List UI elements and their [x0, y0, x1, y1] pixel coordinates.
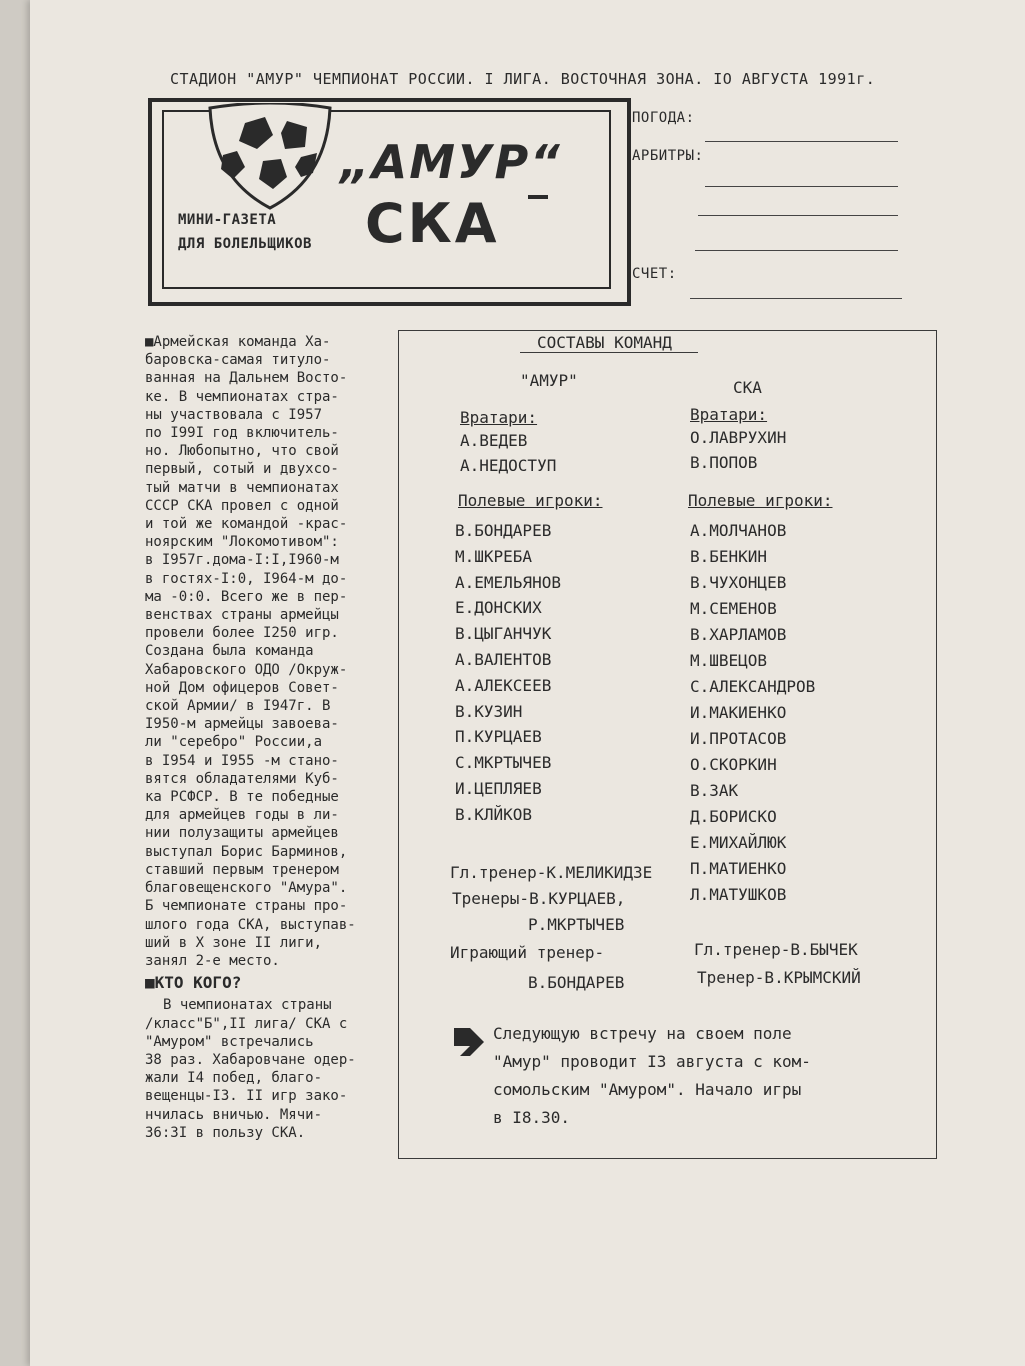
team-right-head-coach: Гл.тренер-В.БЫЧЕК	[694, 940, 858, 959]
referee-rule-2	[698, 215, 898, 216]
note-line: "Амур" проводит I3 августа с ком-	[493, 1052, 811, 1071]
player: М.ШВЕЦОВ	[690, 651, 768, 670]
team-left-coaches-1: Тренеры-В.КУРЦАЕВ,	[452, 889, 626, 908]
player: Е.МИХАЙЛЮК	[690, 833, 787, 852]
article-line: СССР СКА провел с одной	[145, 497, 339, 514]
team-left-gk-label: Вратари:	[460, 408, 538, 427]
team-right-gk-list	[690, 425, 786, 475]
team-left-playing-coach-label: Играющий тренер-	[450, 943, 605, 962]
article	[145, 333, 395, 1142]
article-line: нии полузащиты армейцев	[145, 825, 339, 842]
player: А.МОЛЧАНОВ	[690, 521, 787, 540]
player: В.ХАРЛАМОВ	[690, 625, 787, 644]
article-line-2: "Амуром" встречались	[145, 1033, 314, 1050]
article-line-2: 36:3I в пользу СКА.	[145, 1124, 306, 1141]
logo-team2: СКА	[365, 192, 500, 255]
logo-subtitle-2: ДЛЯ БОЛЕЛЬЩИКОВ	[178, 236, 312, 252]
player: С.МКРТЫЧЕВ	[455, 753, 552, 773]
team-left-field-label: Полевые игроки:	[458, 491, 603, 510]
player: В.КУЗИН	[455, 701, 523, 721]
player: А.АЛЕКСЕЕВ	[455, 675, 552, 695]
team-right-gk-label: Вратари:	[690, 405, 768, 424]
score-rule	[690, 298, 902, 299]
article-line-2: нчилась вничью. Мячи-	[145, 1106, 323, 1123]
football-icon	[205, 103, 335, 213]
note-line: Следующую встречу на своем поле	[493, 1024, 792, 1043]
player: В.ПОПОВ	[690, 453, 758, 472]
logo-subtitle-1: МИНИ-ГАЗЕТА	[178, 212, 277, 228]
player: В.БОНДАРЕВ	[455, 521, 552, 540]
article-line: шлого года СКА, выступав-	[145, 916, 356, 933]
logo-title: „АМУР“	[340, 135, 562, 189]
referee-rule-3	[695, 250, 898, 251]
article-line: для армейцев годы в ли-	[145, 807, 339, 824]
article-line-2: 38 раз. Хабаровчане одер-	[145, 1051, 356, 1068]
article-heading-2: ■КТО КОГО?	[145, 973, 242, 993]
player: А.НЕДОСТУП	[460, 456, 557, 475]
weather-label: ПОГОДА:	[632, 110, 695, 126]
article-line: Хабаровского ОДО /Окруж-	[145, 661, 348, 678]
article-line-2: вещенцы-I3. II игр зако-	[145, 1088, 348, 1105]
player: В.ЧУХОНЦЕВ	[690, 573, 787, 592]
article-line: ской Армии/ в I947г. В	[145, 698, 331, 715]
article-line: I950-м армейцы завоева-	[145, 716, 339, 733]
logo-dash	[528, 195, 548, 199]
article-line: в I954 и I955 -м стано-	[145, 752, 339, 769]
note-line: сомольским "Амуром". Начало игры	[493, 1080, 802, 1099]
article-line: тый матчи в чемпионатах	[145, 479, 339, 496]
article-line: Б чемпионате страны про-	[145, 898, 348, 915]
article-line: ма -0:0. Всего же в пер-	[145, 588, 348, 605]
article-line: ■Армейская команда Ха-	[145, 334, 331, 350]
lineups-title: СОСТАВЫ КОМАНД	[537, 333, 672, 352]
header-line: СТАДИОН "АМУР" ЧЕМПИОНАТ РОССИИ. I ЛИГА. ВОСТОЧНАЯ ЗОНА. IO АВГУСТА 1991г.	[170, 70, 876, 88]
article-line: но. Любопытно, что свой	[145, 443, 339, 460]
weather-rule	[705, 141, 898, 142]
player: В.КЛЙКОВ	[455, 804, 533, 824]
article-line: ли "серебро" России,а	[145, 734, 323, 751]
team-left-name: "АМУР"	[520, 371, 578, 390]
team-left-head-coach: Гл.тренер-К.МЕЛИКИДЗЕ	[450, 863, 653, 882]
player: Е.ДОНСКИХ	[455, 598, 542, 618]
article-line: ны участвовала с I957	[145, 406, 323, 423]
article-line: Создана была команда	[145, 643, 314, 660]
score-label: СЧЕТ:	[632, 266, 677, 282]
player: Л.МАТУШКОВ	[690, 885, 787, 904]
referees-label: АРБИТРЫ:	[632, 148, 704, 164]
arrow-right-icon	[450, 1020, 490, 1060]
article-line: в гостях-I:0, I964-м до-	[145, 570, 348, 587]
article-line: провели более I250 игр.	[145, 625, 339, 642]
article-line: и той же командой -крас-	[145, 516, 348, 533]
article-line: ставший первым тренером	[145, 861, 339, 878]
article-line-2: /класс"Б",II лига/ СКА с	[145, 1015, 348, 1032]
player: С.АЛЕКСАНДРОВ	[690, 677, 816, 696]
player: П.КУРЦАЕВ	[455, 727, 542, 747]
article-line: ной Дом офицеров Совет-	[145, 679, 339, 696]
article-line: ка РСФСР. В те победные	[145, 789, 339, 806]
player: М.СЕМЕНОВ	[690, 599, 777, 618]
player: В.ЦЫГАНЧУК	[455, 624, 552, 644]
player: Д.БОРИСКО	[690, 807, 777, 826]
article-line: баровска-самая титуло-	[145, 352, 331, 369]
team-right-coach: Тренер-В.КРЫМСКИЙ	[697, 968, 861, 987]
player: О.ЛАВРУХИН	[690, 428, 787, 447]
player: А.ВАЛЕНТОВ	[455, 649, 552, 669]
player: И.МАКИЕНКО	[690, 703, 787, 722]
article-line: выступал Борис Барминов,	[145, 843, 348, 860]
team-right-field-label: Полевые игроки:	[688, 491, 833, 510]
article-line: вятся обладателями Куб-	[145, 770, 339, 787]
referee-rule-1	[705, 186, 898, 187]
player: А.ЕМЕЛЬЯНОВ	[455, 572, 561, 592]
player: И.ЦЕПЛЯЕВ	[455, 778, 542, 798]
lineups-title-rule	[520, 352, 698, 353]
team-left-playing-coach: В.БОНДАРЕВ	[528, 973, 625, 992]
player: О.СКОРКИН	[690, 755, 777, 774]
team-left-players	[455, 518, 561, 828]
team-right-players	[690, 518, 815, 908]
player: М.ШКРЕБА	[455, 546, 533, 566]
team-left-gk-list	[460, 428, 556, 478]
article-line: в I957г.дома-I:I,I960-м	[145, 552, 339, 569]
article-line: занял 2-е место.	[145, 952, 280, 969]
article-line: венствах страны армейцы	[145, 607, 339, 624]
player: В.ЗАК	[690, 781, 739, 800]
article-line-2: В чемпионатах страны	[163, 997, 332, 1014]
article-line-2: жали I4 побед, благо-	[145, 1070, 323, 1087]
player: П.МАТИЕНКО	[690, 859, 787, 878]
team-left-coaches-2: Р.МКРТЫЧЕВ	[528, 915, 625, 934]
player: И.ПРОТАСОВ	[690, 729, 787, 748]
article-line: по I99I год включитель-	[145, 425, 339, 442]
team-right-name: СКА	[733, 378, 762, 397]
article-line: ноярским "Локомотивом":	[145, 534, 339, 551]
article-line: благовещенского "Амура".	[145, 880, 348, 897]
next-match-note	[493, 1020, 811, 1132]
player: А.ВЕДЕВ	[460, 431, 528, 450]
article-line: первый, сотый и двухсо-	[145, 461, 339, 478]
article-line: ший в X зоне II лиги,	[145, 934, 323, 951]
article-line: ванная на Дальнем Восто-	[145, 370, 348, 387]
article-line: ке. В чемпионатах стра-	[145, 388, 339, 405]
note-line: в I8.30.	[493, 1108, 571, 1127]
player: В.БЕНКИН	[690, 547, 768, 566]
